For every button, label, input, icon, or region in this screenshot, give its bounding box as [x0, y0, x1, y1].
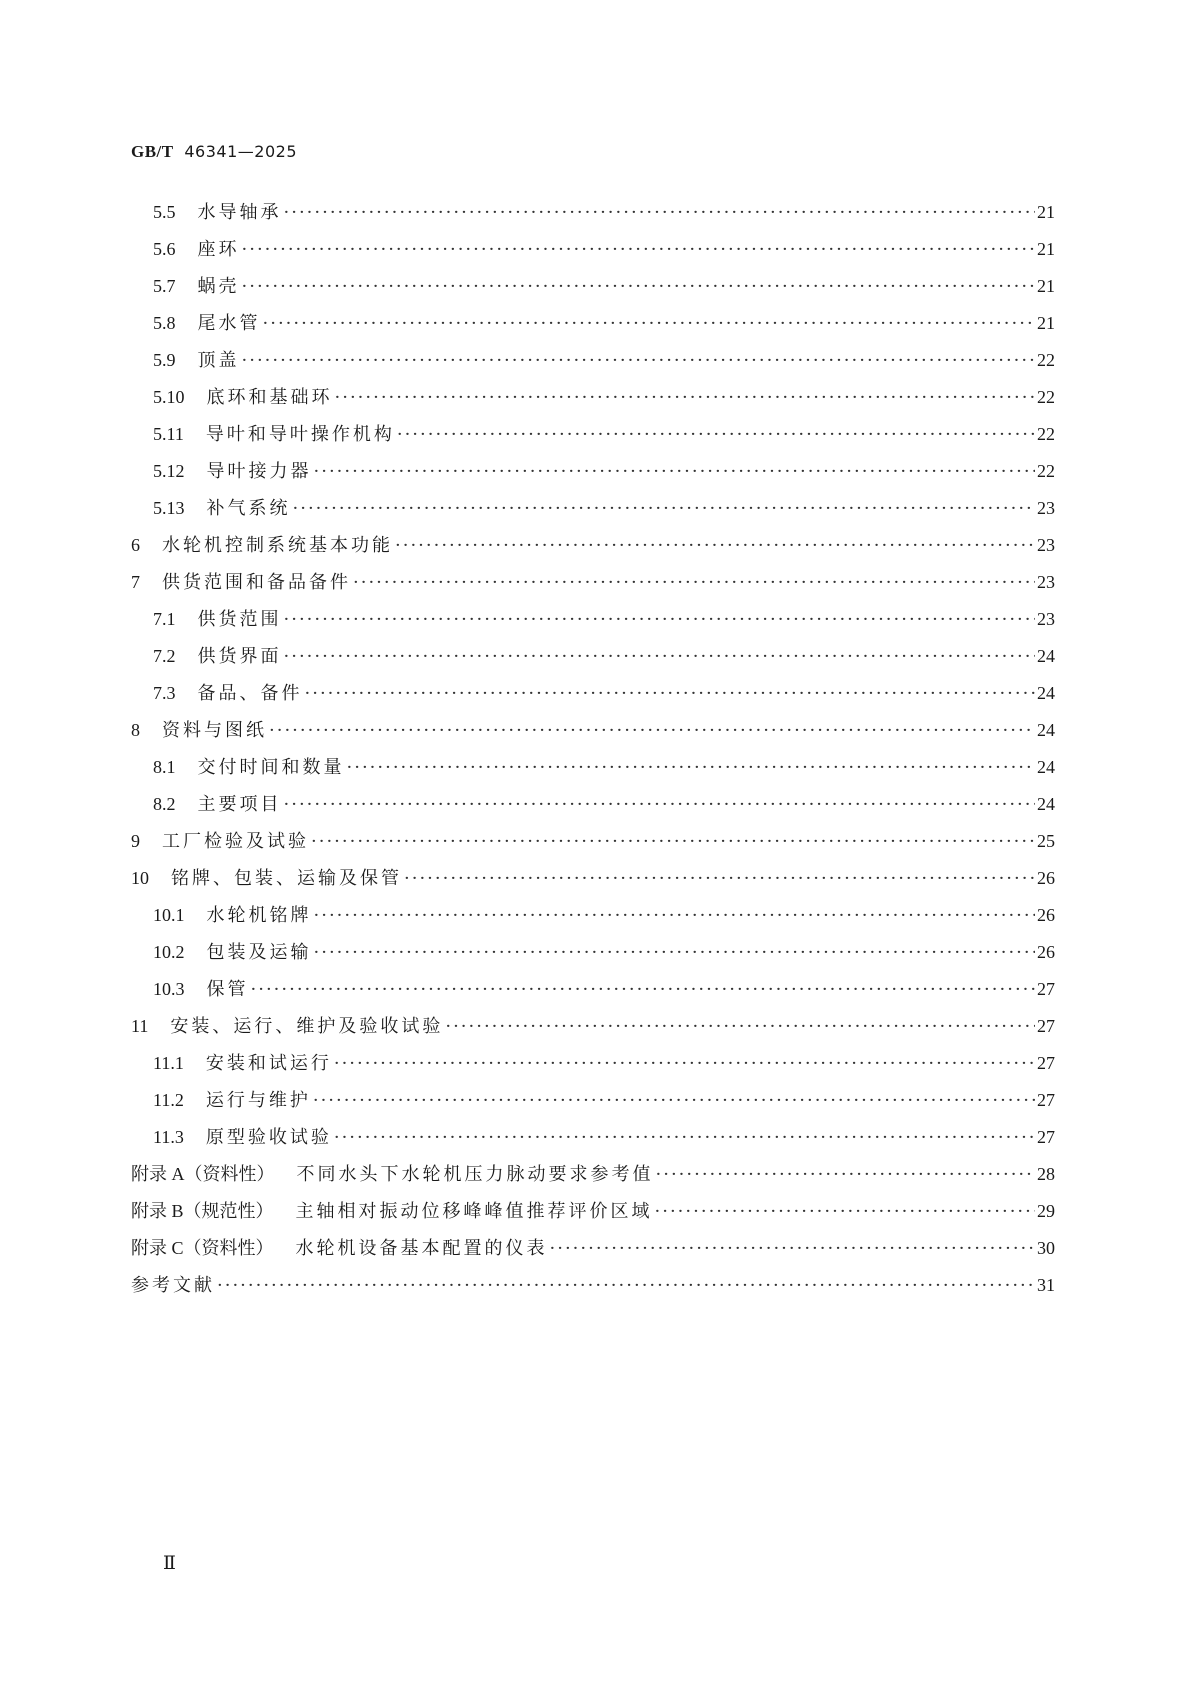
toc-dot-leader	[251, 971, 1036, 1008]
toc-entry[interactable]	[131, 712, 1055, 749]
toc-dot-leader	[311, 823, 1035, 860]
toc-entry-number: 附录 A（资料性）	[131, 1164, 275, 1184]
toc-entry[interactable]	[131, 749, 1055, 786]
toc-entry-page: 23	[1037, 572, 1055, 592]
toc-entry[interactable]	[131, 231, 1055, 268]
toc-dot-leader	[404, 860, 1035, 897]
toc-dot-leader	[293, 490, 1036, 527]
toc-dot-leader	[284, 786, 1036, 823]
toc-dot-leader	[656, 1156, 1036, 1193]
page-number: Ⅱ	[163, 1553, 176, 1574]
table-of-contents	[131, 194, 1055, 1304]
toc-entry-page: 26	[1037, 868, 1055, 888]
toc-entry-title: 水轮机设备基本配置的仪表	[295, 1238, 548, 1259]
toc-dot-leader	[347, 749, 1036, 786]
toc-entry-page: 24	[1037, 720, 1055, 740]
toc-entry-number: 5.10	[153, 387, 185, 407]
toc-entry-page: 27	[1037, 1016, 1055, 1036]
toc-dot-leader	[284, 638, 1036, 675]
toc-entry-page: 26	[1037, 905, 1055, 925]
toc-entry-number: 5.9	[153, 350, 176, 370]
standard-code: GB/T	[131, 142, 174, 161]
toc-entry-title: 不同水头下水轮机压力脉动要求参考值	[296, 1164, 654, 1185]
toc-entry-title: 包装及运输	[206, 942, 312, 963]
toc-entry-number: 8.1	[153, 757, 176, 777]
toc-entry[interactable]	[131, 934, 1055, 971]
toc-entry[interactable]	[131, 897, 1055, 934]
toc-entry-number: 11.1	[153, 1053, 184, 1073]
toc-dot-leader	[242, 342, 1036, 379]
toc-entry-title: 水导轴承	[197, 202, 282, 223]
toc-entry-page: 23	[1037, 498, 1055, 518]
toc-entry[interactable]	[131, 1082, 1055, 1119]
toc-dot-leader	[217, 1267, 1035, 1304]
toc-entry-page: 27	[1037, 1090, 1055, 1110]
toc-entry-number: 7.1	[153, 609, 176, 629]
toc-entry-title: 主轴相对振动位移峰峰值推荐评价区域	[295, 1201, 653, 1222]
toc-entry-page: 30	[1037, 1238, 1055, 1258]
toc-entry-number: 10.3	[153, 979, 185, 999]
toc-dot-leader	[269, 712, 1035, 749]
toc-entry-number: 11	[131, 1016, 149, 1036]
toc-entry-page: 31	[1037, 1275, 1055, 1295]
toc-entry-number: 10	[131, 868, 149, 888]
toc-entry-number: 5.7	[153, 276, 176, 296]
toc-entry-number: 5.11	[153, 424, 184, 444]
toc-entry[interactable]	[131, 194, 1055, 231]
toc-entry[interactable]	[131, 1230, 1055, 1267]
toc-dot-leader	[334, 1045, 1035, 1082]
toc-entry-page: 23	[1037, 535, 1055, 555]
toc-entry-page: 21	[1037, 202, 1055, 222]
toc-entry-page: 24	[1037, 646, 1055, 666]
toc-dot-leader	[313, 1082, 1035, 1119]
toc-entry-title: 供货界面	[197, 646, 282, 667]
toc-entry-number: 7.3	[153, 683, 176, 703]
toc-entry-number: 10.2	[153, 942, 185, 962]
toc-entry-page: 21	[1037, 313, 1055, 333]
toc-entry-title: 安装和试运行	[205, 1053, 332, 1074]
toc-entry-page: 21	[1037, 239, 1055, 259]
toc-entry[interactable]	[131, 823, 1055, 860]
toc-entry-title: 工厂检验及试验	[162, 831, 309, 852]
toc-entry-title: 安装、运行、维护及验收试验	[170, 1016, 444, 1037]
toc-entry-title: 保管	[206, 979, 249, 1000]
toc-entry-title: 座环	[197, 239, 240, 260]
toc-entry-title: 参考文献	[131, 1275, 215, 1296]
toc-entry[interactable]	[131, 342, 1055, 379]
toc-dot-leader	[397, 416, 1035, 453]
document-header	[131, 142, 297, 162]
toc-entry-number: 附录 B（规范性）	[131, 1201, 274, 1221]
toc-entry[interactable]	[131, 527, 1055, 564]
toc-entry-title: 交付时间和数量	[197, 757, 345, 778]
toc-entry[interactable]	[131, 1156, 1055, 1193]
toc-dot-leader	[263, 305, 1036, 342]
toc-dot-leader	[395, 527, 1035, 564]
toc-entry[interactable]	[131, 1008, 1055, 1045]
toc-entry[interactable]	[131, 305, 1055, 342]
toc-entry[interactable]	[131, 1193, 1055, 1230]
toc-entry-page: 27	[1037, 979, 1055, 999]
toc-dot-leader	[550, 1230, 1035, 1267]
toc-entry-title: 供货范围	[197, 609, 282, 630]
toc-entry-number: 11.3	[153, 1127, 184, 1147]
toc-entry[interactable]	[131, 601, 1055, 638]
toc-entry-number: 5.12	[153, 461, 185, 481]
toc-entry-number: 附录 C（资料性）	[131, 1238, 274, 1258]
toc-entry-title: 运行与维护	[205, 1090, 311, 1111]
toc-dot-leader	[284, 601, 1036, 638]
toc-entry-number: 11.2	[153, 1090, 184, 1110]
toc-entry-title: 原型验收试验	[205, 1127, 332, 1148]
toc-dot-leader	[284, 194, 1036, 231]
toc-entry-title: 主要项目	[197, 794, 282, 815]
toc-entry-title: 铭牌、包装、运输及保管	[171, 868, 402, 889]
toc-entry-page: 24	[1037, 683, 1055, 703]
toc-dot-leader	[445, 1008, 1035, 1045]
toc-entry-number: 8	[131, 720, 140, 740]
toc-entry[interactable]	[131, 786, 1055, 823]
toc-entry[interactable]	[131, 675, 1055, 712]
toc-entry-title: 导叶和导叶操作机构	[205, 424, 395, 445]
toc-entry-title: 导叶接力器	[206, 461, 312, 482]
toc-entry-page: 22	[1037, 387, 1055, 407]
toc-entry-page: 24	[1037, 794, 1055, 814]
toc-entry-number: 7.2	[153, 646, 176, 666]
toc-entry-page: 22	[1037, 461, 1055, 481]
toc-entry-title: 顶盖	[197, 350, 240, 371]
toc-entry-title: 水轮机控制系统基本功能	[162, 535, 393, 556]
toc-dot-leader	[314, 934, 1036, 971]
toc-entry-title: 补气系统	[206, 498, 291, 519]
toc-entry-number: 8.2	[153, 794, 176, 814]
toc-entry-title: 底环和基础环	[206, 387, 333, 408]
toc-entry[interactable]	[131, 416, 1055, 453]
toc-entry-number: 5.6	[153, 239, 176, 259]
toc-entry-title: 尾水管	[197, 313, 261, 334]
toc-entry-page: 22	[1037, 350, 1055, 370]
toc-dot-leader	[242, 268, 1036, 305]
toc-entry-title: 资料与图纸	[162, 720, 267, 741]
toc-entry[interactable]	[131, 453, 1055, 490]
toc-dot-leader	[335, 379, 1036, 416]
toc-entry-page: 22	[1037, 424, 1055, 444]
toc-entry-number: 9	[131, 831, 140, 851]
toc-entry-title: 备品、备件	[197, 683, 303, 704]
toc-entry-number: 6	[131, 535, 140, 555]
toc-entry-number: 5.8	[153, 313, 176, 333]
toc-entry-page: 28	[1037, 1164, 1055, 1184]
toc-entry-title: 蜗壳	[197, 276, 240, 297]
toc-entry-number: 5.13	[153, 498, 185, 518]
toc-dot-leader	[314, 453, 1036, 490]
toc-entry-number: 7	[131, 572, 140, 592]
toc-entry[interactable]	[131, 268, 1055, 305]
toc-entry-page: 23	[1037, 609, 1055, 629]
toc-dot-leader	[655, 1193, 1035, 1230]
toc-entry[interactable]	[131, 1119, 1055, 1156]
toc-entry-page: 24	[1037, 757, 1055, 777]
toc-entry-number: 5.5	[153, 202, 176, 222]
toc-entry-page: 27	[1037, 1053, 1055, 1073]
toc-dot-leader	[305, 675, 1036, 712]
toc-entry-page: 29	[1037, 1201, 1055, 1221]
toc-entry[interactable]	[131, 1045, 1055, 1082]
toc-entry[interactable]	[131, 379, 1055, 416]
toc-entry[interactable]	[131, 490, 1055, 527]
toc-entry[interactable]	[131, 860, 1055, 897]
toc-entry-page: 26	[1037, 942, 1055, 962]
toc-entry[interactable]	[131, 564, 1055, 601]
toc-entry[interactable]	[131, 1267, 1055, 1304]
toc-entry-title: 水轮机铭牌	[206, 905, 312, 926]
toc-entry[interactable]	[131, 638, 1055, 675]
toc-dot-leader	[353, 564, 1035, 601]
toc-entry-number: 10.1	[153, 905, 185, 925]
toc-dot-leader	[242, 231, 1036, 268]
toc-entry-page: 27	[1037, 1127, 1055, 1147]
toc-entry-page: 21	[1037, 276, 1055, 296]
standard-number: 46341—2025	[184, 142, 297, 161]
toc-entry[interactable]	[131, 971, 1055, 1008]
toc-entry-page: 25	[1037, 831, 1055, 851]
toc-dot-leader	[334, 1119, 1035, 1156]
toc-dot-leader	[314, 897, 1036, 934]
toc-entry-title: 供货范围和备品备件	[162, 572, 351, 593]
